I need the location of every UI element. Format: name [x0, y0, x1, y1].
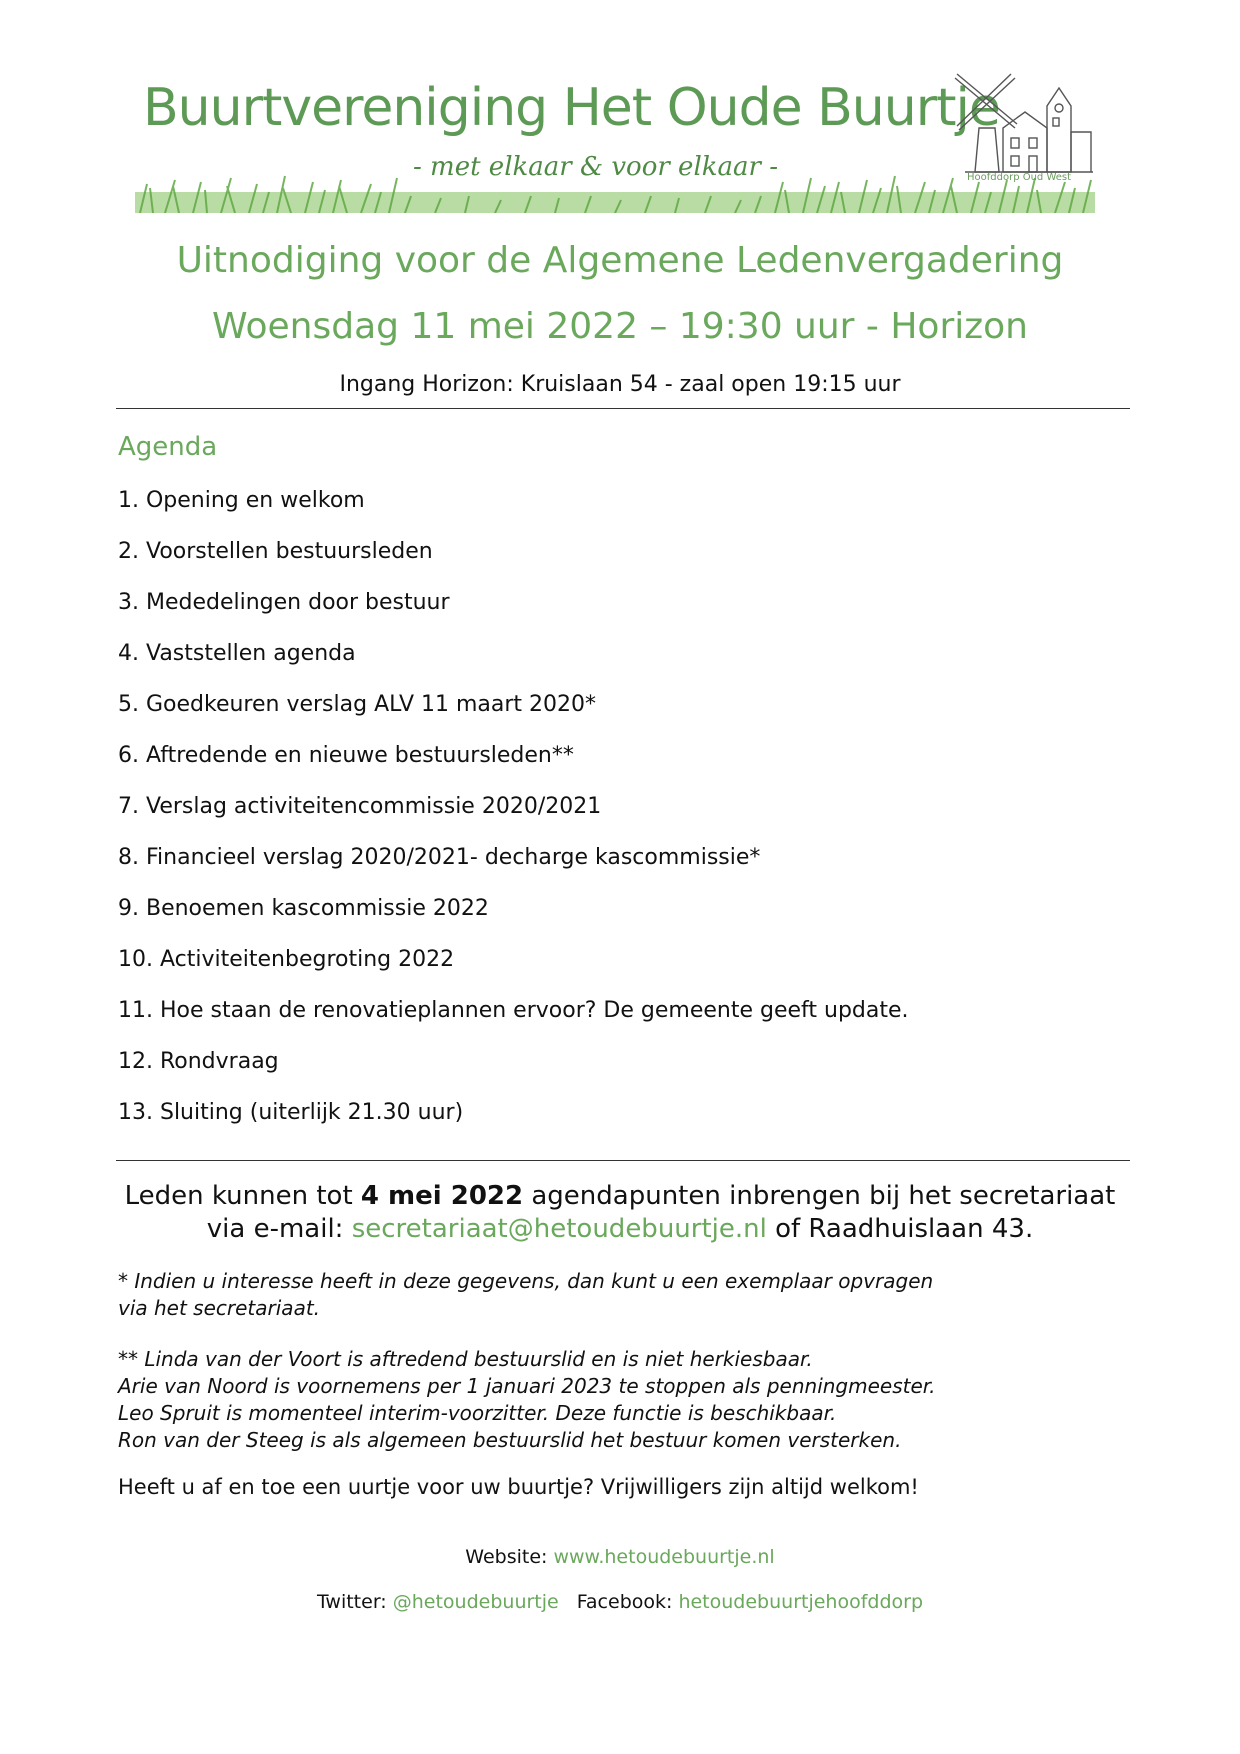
footnote-line: Leo Spruit is momenteel interim-voorzitter. Deze functie is beschikbaar. — [118, 1401, 837, 1425]
entrance-info: Ingang Horizon: Kruislaan 54 - zaal open 19:15 uur — [339, 372, 901, 397]
agenda-item: 5. Goedkeuren verslag ALV 11 maart 2020* — [118, 692, 597, 717]
agenda-item: 13. Sluiting (uiterlijk 21.30 uur) — [118, 1100, 464, 1125]
place-name: Hoofddorp Oud West — [967, 172, 1072, 183]
agenda-item: 12. Rondvraag — [118, 1049, 279, 1074]
footer-social — [0, 1591, 1240, 1613]
email-link[interactable]: secretariaat@hetoudebuurtje.nl — [351, 1214, 767, 1244]
footnote-line: Ron van der Steeg is als algemeen bestuurslid het bestuur komen versterken. — [118, 1428, 902, 1452]
website-link[interactable]: www.hetoudebuurtje.nl — [553, 1546, 775, 1568]
footnote-line: Arie van Noord is voornemens per 1 januari 2023 te stoppen als penningmeester. — [118, 1374, 936, 1398]
facebook-link[interactable]: hetoudebuurtjehoofddorp — [678, 1591, 924, 1613]
notice-text: agendapunten inbrengen bij het secretariaat — [523, 1181, 1116, 1211]
agenda-item: 9. Benoemen kascommissie 2022 — [118, 896, 489, 921]
divider-bottom — [116, 1160, 1130, 1161]
invitation-title: Uitnodiging voor de Algemene Ledenvergadering — [176, 240, 1064, 281]
agenda-item: 7. Verslag activiteitencommissie 2020/2021 — [118, 794, 602, 819]
agenda-item: 1. Opening en welkom — [118, 488, 365, 513]
notice-text: Leden kunnen tot — [124, 1181, 361, 1211]
agenda-heading: Agenda — [118, 432, 218, 462]
header-banner — [135, 68, 1095, 213]
footer-website — [0, 1546, 1240, 1568]
agenda-item: 6. Aftredende en nieuwe bestuursleden** — [118, 743, 574, 768]
submission-notice — [0, 1180, 1240, 1246]
footnote-line: via het secretariaat. — [118, 1296, 321, 1320]
deadline-date: 4 mei 2022 — [360, 1181, 524, 1211]
twitter-label: Twitter: — [316, 1591, 393, 1613]
footnote-1 — [118, 1268, 933, 1322]
agenda-item: 10. Activiteitenbegroting 2022 — [118, 947, 455, 972]
website-label: Website: — [465, 1546, 554, 1568]
agenda-item: 2. Voorstellen bestuursleden — [118, 539, 433, 564]
agenda-list — [118, 488, 909, 1151]
windmill-house-drawing — [945, 68, 1095, 176]
notice-line-1 — [0, 1180, 1240, 1213]
volunteers-call: Heeft u af en toe een uurtje voor uw buurtje? Vrijwilligers zijn altijd welkom! — [118, 1475, 919, 1499]
footnote-line: * Indien u interesse heeft in deze gegevens, dan kunt u een exemplaar opvragen — [118, 1269, 934, 1293]
facebook-label: Facebook: — [576, 1591, 679, 1613]
footnote-2 — [118, 1346, 936, 1454]
agenda-item: 4. Vaststellen agenda — [118, 641, 356, 666]
notice-line-2 — [0, 1213, 1240, 1246]
organization-slogan: - met elkaar & voor elkaar - — [413, 152, 778, 182]
footnote-line: ** Linda van der Voort is aftredend bestuurslid en is niet herkiesbaar. — [118, 1347, 813, 1371]
divider-top — [116, 408, 1130, 409]
notice-text: of Raadhuislaan 43. — [766, 1214, 1034, 1244]
notice-text: via e-mail: — [206, 1214, 352, 1244]
agenda-item: 3. Mededelingen door bestuur — [118, 590, 450, 615]
twitter-link[interactable]: @hetoudebuurtje — [392, 1591, 559, 1613]
agenda-item: 8. Financieel verslag 2020/2021- decharge kascommissie* — [118, 845, 761, 870]
meeting-date-line: Woensdag 11 mei 2022 – 19:30 uur - Horizon — [212, 306, 1028, 347]
agenda-item: 11. Hoe staan de renovatieplannen ervoor? De gemeente geeft update. — [118, 998, 909, 1023]
organization-name: Buurtvereniging Het Oude Buurtje — [143, 78, 1000, 138]
